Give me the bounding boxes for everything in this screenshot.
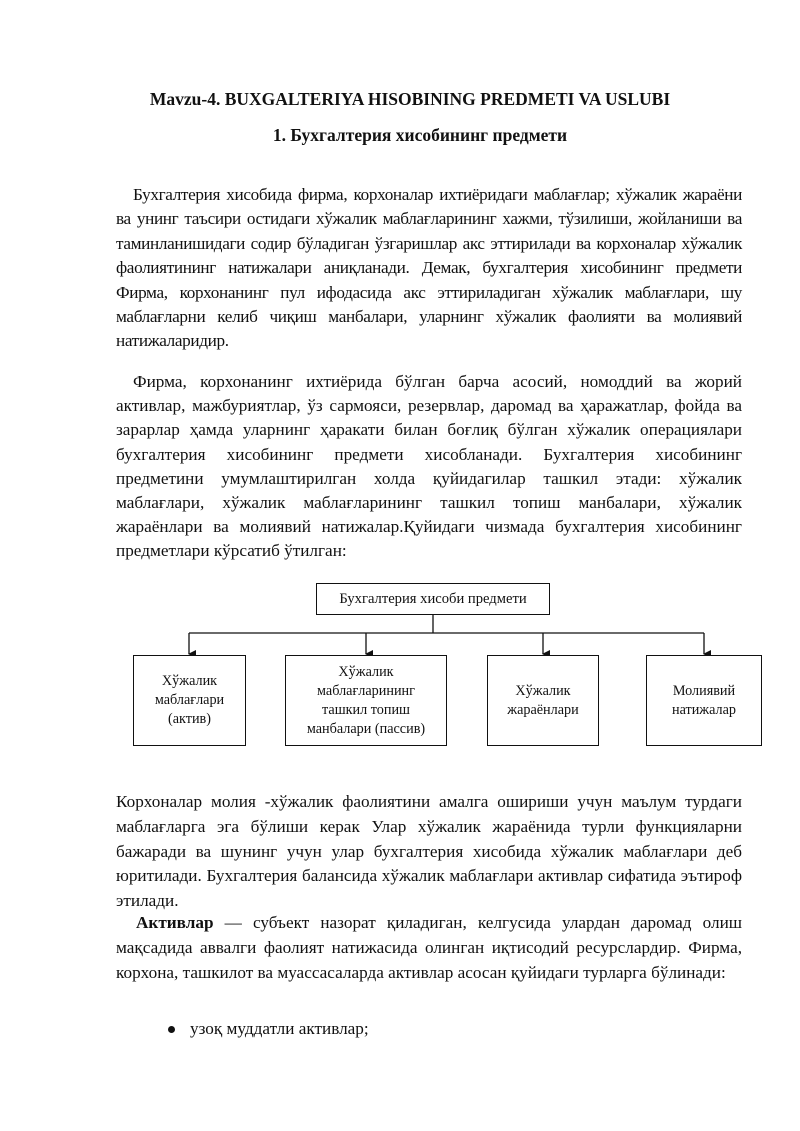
diagram-box-line: (актив) xyxy=(168,711,211,727)
list-item-text: узоқ муддатли активлар; xyxy=(190,1019,369,1038)
bullet-icon xyxy=(168,1026,175,1033)
list-item xyxy=(160,1017,369,1041)
diagram-box-line: Хўжалик xyxy=(338,663,394,680)
diagram-box-results xyxy=(646,655,762,746)
diagram-root-label: Бухгалтерия хисоби предмети xyxy=(339,590,527,607)
diagram-box-assets xyxy=(133,655,246,746)
assets-definition-text: — субъект назорат қиладиган, келгусида улардан даромад олиш мақсадида аввалги фаолият натижасида олинган иқтисодий ресурслардир. Фирма, корхона, ташкилот ва муассасаларда активлар асосан қуйидаги турларга бўлинади: xyxy=(116,913,742,982)
diagram-box-line: Хўжалик xyxy=(515,682,571,699)
diagram-box-line: жараёнлари xyxy=(507,701,579,718)
paragraph-subject-composition: Фирма, корхонанинг ихтиёрида бўлган барча асосий, номоддий ва жорий активлар, мажбуриятлар, ўз сармояси, резервлар, даромад ва ҳаражатлар, фойда ва зарарлар ҳамда уларнинг ҳаракати билан боғлиқ бўлган хўжалик операциялари бухгалтерия хисобининг предмети хисобланади. Бухгалтерия хисобининг предметини умумлаштирилган холда қуйидагилар ташкил этади: хўжалик маблағлари, хўжалик маблағларининг ташкил топиш манбалари, хўжалик жараёнлари ва молиявий натижалар.Қуйидаги чизмада бухгалтерия хисобининг предметлари кўрсатиб ўтилган: xyxy=(116,372,742,561)
diagram-box-line: манбалари (пассив) xyxy=(306,720,426,737)
diagram-box-processes xyxy=(487,655,599,746)
diagram-root-box xyxy=(316,583,550,615)
diagram-box-line: маблағлари xyxy=(154,692,225,708)
paragraph-assets-definition xyxy=(116,911,742,985)
diagram-box-line: Молиявий xyxy=(672,682,736,699)
diagram-box-line: ташкил топиш xyxy=(322,701,410,718)
assets-term: Активлар xyxy=(136,913,214,932)
paragraph-subject-definition: Бухгалтерия хисобида фирма, корхоналар ихтиёридаги маблағлар; хўжалик жараёни ва унинг таъсири остидаги хўжалик маблағларининг хажми, тўзилиши, жойланиши ва таминланишидаги содир бўладиган ўзгаришлар акс эттирилади ва корхоналар хўжалик фаолиятининг натижалари аниқланади. Демак, бухгалтерия хисобининг предмети Фирма, корхонанинг пул ифодасида акс эттириладиган хўжалик маблағлари, шу маблағларни келиб чиқиш манбалари, уларнинг хўжалик фаолияти ва молиявий натижаларидир. xyxy=(116,185,742,351)
asset-types-list xyxy=(160,1017,369,1041)
diagram-box-line: натижалар xyxy=(671,701,736,718)
paragraph-economic-means: Корхоналар молия -хўжалик фаолиятини амалга ошириши учун маълум турдаги маблағларга эга бўлиши керак Улар хўжалик жараёнида турли функцияларни бажаради ва шунинг учун улар бухгалтерия хисобида хўжалик маблағлари деб юритилади. Бухгалтерия балансида хўжалик маблағлари активлар сифатида эътироф этилади. xyxy=(116,792,742,911)
diagram-box-sources xyxy=(285,655,447,746)
section-title: 1. Бухгалтерия хисобининг предмети xyxy=(272,125,568,145)
diagram-box-line: маблағларининг xyxy=(317,682,415,699)
diagram-box-line: Хўжалик xyxy=(161,673,218,689)
main-title: Mavzu-4. BUXGALTERIYA HISOBINING PREDMETI VA USLUBI xyxy=(149,89,671,109)
